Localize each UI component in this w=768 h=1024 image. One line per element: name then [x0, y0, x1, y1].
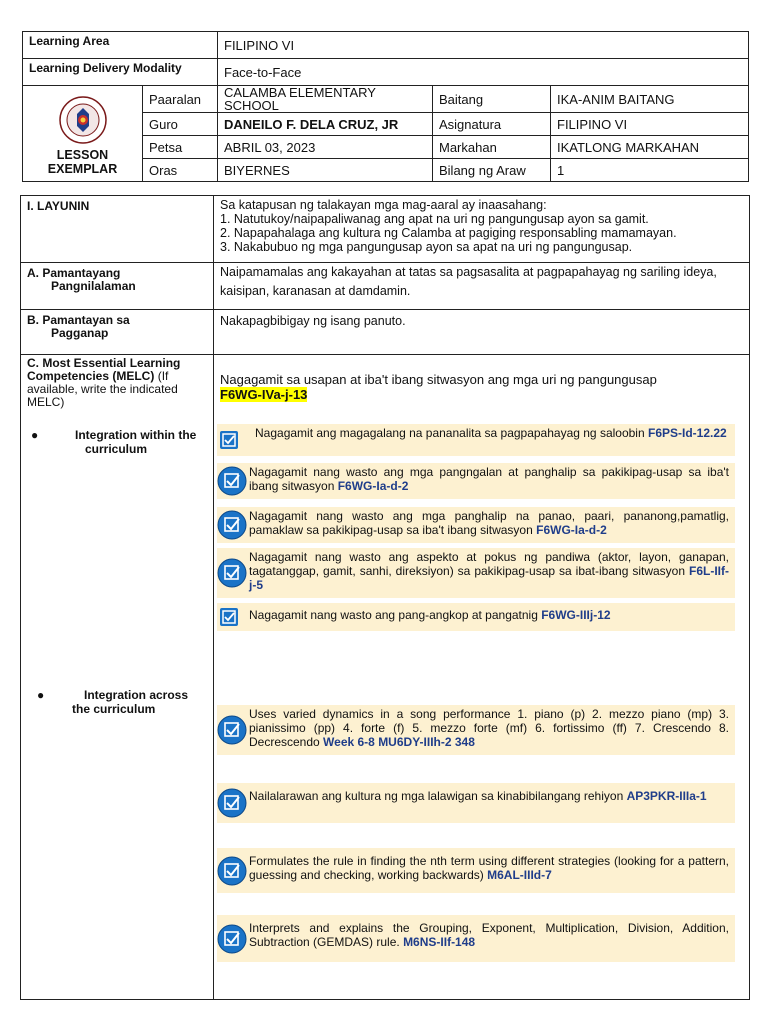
- layunin-title: I. LAYUNIN: [21, 196, 214, 263]
- asignatura-label: Asignatura: [433, 113, 551, 136]
- integration-across-text: Uses varied dynamics in a song performance 1. piano (p) 2. mezzo piano (mp) 3. pianissimo (pp) 4. forte (f) 5. mezzo forte (mf) 6. fortissimo (ff) 7. Crescendo 8. Decrescendo: [249, 707, 729, 749]
- layunin-intro: Sa katapusan ng talakayan mga mag-aaral ay inaasahang:: [220, 198, 547, 212]
- oras-label: Oras: [143, 159, 218, 182]
- deped-seal-logo: [59, 96, 107, 144]
- integration-within-text: Nagagamit nang wasto ang mga panghalip na panao, paari, pananong,pamatlig, pamaklaw sa pakikipag-usap sa iba't ibang sitwasyon: [249, 509, 729, 537]
- baitang-value: IKA-ANIM BAITANG: [551, 86, 749, 113]
- pamantayang-title-line1: A. Pamantayang: [27, 266, 121, 280]
- integration-across-label: [72, 688, 188, 716]
- pagganap-title: [21, 310, 214, 355]
- checkbox-check-icon: [219, 430, 239, 450]
- bilang-ng-araw-label: Bilang ng Araw: [433, 159, 551, 182]
- pamantayang-body: Naipamamalas ang kakayahan at tatas sa pagsasalita at pagpapahayag ng sariling ideya, kaisipan, karanasan at damdamin.: [214, 263, 750, 310]
- layunin-item-1: 1. Natutukoy/naipapaliwanag ang apat na uri ng pangungusap ayon sa gamit.: [220, 212, 649, 226]
- integration-across-code: AP3PKR-IIIa-1: [626, 789, 707, 803]
- melc-text: Nagagamit sa usapan at iba't ibang sitwasyon ang mga uri ng pangungusap: [220, 372, 657, 387]
- melc-title-bold: C. Most Essential Learning Competencies (MELC): [27, 356, 181, 383]
- integration-across-code: M6NS-IIf-148: [403, 935, 476, 949]
- melc-title-note: (If available, write the indicated MELC): [27, 369, 178, 409]
- melc-code: F6WG-IVa-j-13: [220, 387, 308, 402]
- integration-within-text: Nagagamit nang wasto ang pang-angkop at pangatnig: [249, 608, 542, 622]
- integration-within-item: [217, 507, 735, 543]
- layunin-item-2: 2. Napapahalaga ang kultura ng Calamba at pagiging responsabling mamamayan.: [220, 226, 677, 240]
- modality-value: Face-to-Face: [218, 59, 749, 86]
- integration-within-code: F6WG-IIIj-12: [541, 608, 611, 622]
- lesson-exemplar-title: LESSON EXEMPLAR: [47, 148, 118, 176]
- checkbox-check-icon: [217, 558, 247, 588]
- integration-within-bullet: ●: [31, 428, 39, 442]
- layunin-body: [214, 196, 750, 263]
- checkbox-check-icon: [217, 856, 247, 886]
- integration-across-label-line2: the curriculum: [72, 702, 156, 716]
- integration-within-text: Nagagamit ang magagalang na pananalita sa pagpapahayag ng saloobin: [255, 426, 648, 440]
- integration-within-item: [217, 548, 735, 598]
- integration-within-code: F6PS-Id-12.22: [647, 426, 727, 440]
- integration-within-code: F6WG-Ia-d-2: [536, 523, 607, 537]
- integration-within-item: [217, 424, 735, 456]
- integration-within-label-line2: curriculum: [85, 442, 148, 456]
- checkbox-check-icon: [217, 924, 247, 954]
- checkbox-check-icon: [219, 607, 239, 627]
- integration-within-code: F6WG-Ia-d-2: [337, 479, 409, 493]
- learning-area-value: FILIPINO VI: [218, 32, 749, 59]
- integration-within-label: [75, 428, 196, 456]
- pagganap-body: Nakapagbibigay ng isang panuto.: [214, 310, 750, 355]
- petsa-label: Petsa: [143, 136, 218, 159]
- learning-area-label: Learning Area: [23, 32, 218, 59]
- markahan-value: IKATLONG MARKAHAN: [551, 136, 749, 159]
- integration-across-item: [217, 783, 735, 823]
- baitang-label: Baitang: [433, 86, 551, 113]
- header-table: [22, 31, 749, 182]
- integration-within-code: F6L-IIf-j-5: [249, 564, 729, 592]
- integration-across-code: M6AL-IIId-7: [487, 868, 552, 882]
- petsa-value: ABRIL 03, 2023: [218, 136, 433, 159]
- checkbox-check-icon: [217, 715, 247, 745]
- integration-across-code: Week 6-8 MU6DY-IIIh-2 348: [323, 735, 475, 749]
- pagganap-title-line2: Pagganap: [51, 326, 109, 340]
- guro-value: DANEILO F. DELA CRUZ, JR: [218, 113, 433, 136]
- integration-within-text: Nagagamit nang wasto ang mga pangngalan at panghalip sa pakikipag-usap sa iba't ibang sitwasyon: [249, 465, 729, 493]
- modality-label: Learning Delivery Modality: [23, 59, 218, 86]
- paaralan-value: CALAMBA ELEMENTARY SCHOOL: [218, 86, 433, 113]
- integration-across-item: [217, 705, 735, 755]
- checkbox-check-icon: [217, 510, 247, 540]
- integration-within-label-line1: Integration within the: [75, 428, 197, 442]
- melc-competency: [220, 372, 740, 402]
- pamantayang-title: [21, 263, 214, 310]
- asignatura-value: FILIPINO VI: [551, 113, 749, 136]
- guro-label: Guro: [143, 113, 218, 136]
- logo-cell: [23, 86, 143, 182]
- integration-across-label-line1: Integration across: [84, 688, 189, 702]
- integration-across-text: Interprets and explains the Grouping, Exponent, Multiplication, Division, Addition, Subtraction (GEMDAS) rule.: [249, 921, 729, 949]
- layunin-item-3: 3. Nakabubuo ng mga pangungusap ayon sa apat na uri ng pangungusap.: [220, 240, 633, 254]
- checkbox-check-icon: [217, 466, 247, 496]
- integration-across-bullet: ●: [37, 688, 45, 702]
- paaralan-label: Paaralan: [143, 86, 218, 113]
- integration-within-item: [217, 463, 735, 499]
- pamantayang-title-line2: Pangnilalaman: [51, 279, 136, 293]
- bilang-ng-araw-value: 1: [551, 159, 749, 182]
- checkbox-check-icon: [217, 788, 247, 818]
- pagganap-title-line1: B. Pamantayan sa: [27, 313, 130, 327]
- integration-across-item: [217, 848, 735, 893]
- integration-within-text: Nagagamit nang wasto ang aspekto at pokus ng pandiwa (aktor, layon, ganapan, tagatanggap, gamit, sanhi, direksiyon) sa pakikipag-usap sa ibat-ibang sitwasyon: [249, 550, 729, 578]
- markahan-label: Markahan: [433, 136, 551, 159]
- integration-across-text: Formulates the rule in finding the nth term using different strategies (looking for a pattern, guessing and checking, working backwards): [249, 854, 729, 882]
- oras-value: BIYERNES: [218, 159, 433, 182]
- integration-across-text: Nailalarawan ang kultura ng mga lalawigan sa kinabibilangang rehiyon: [249, 789, 627, 803]
- integration-across-item: [217, 915, 735, 962]
- integration-within-item: [217, 603, 735, 631]
